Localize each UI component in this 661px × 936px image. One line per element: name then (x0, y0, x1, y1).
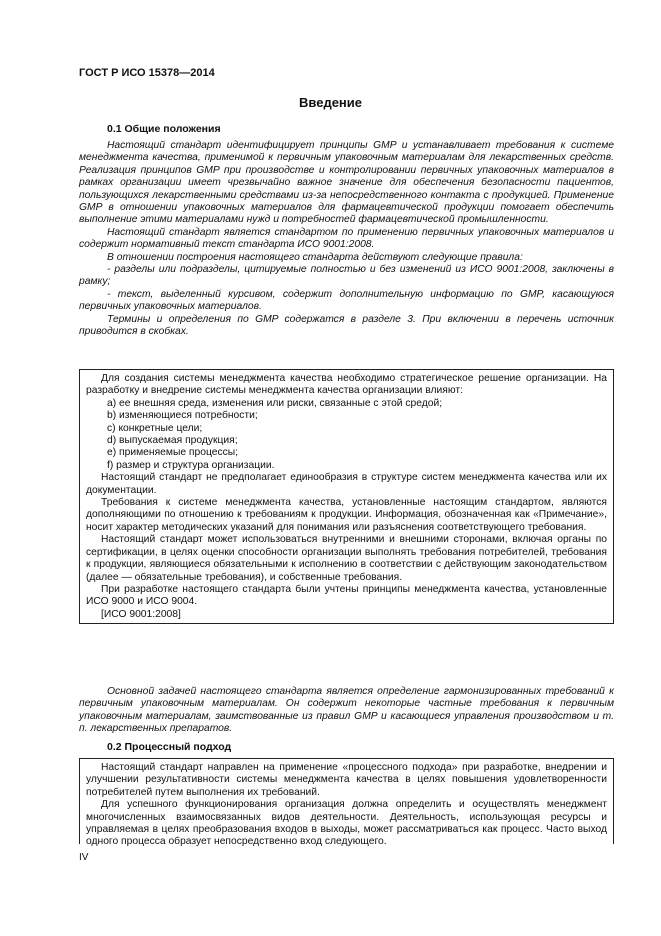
list-item: b) изменяющиеся потребности; (107, 410, 258, 422)
box-paragraph: Требования к системе менеджмента качества, установленные настоящим стандартом, являются дополняющими по отношению к требованиям к продукции. Информация, обозначенная как «Примечание», носит характер методических указаний для понимания или разъяснения соответствующего требования. (86, 497, 607, 533)
box-paragraph: Настоящий стандарт может использоваться внутренними и внешними сторонами, включая органы по сертификации, в целях оценки способности организации выполнять требования потребителей, требования к продукции, являющиеся обязательными к исполнению в соответствии с действующим законодательством (далее — обязательные требования), и собственные требования. (86, 534, 607, 583)
section-0-1-body (79, 140, 614, 339)
box-paragraph: При разработке настоящего стандарта были учтены принципы менеджмента качества, установленные ИСО 9000 и ИСО 9004. (86, 583, 607, 608)
note-paragraph: Основной задачей настоящего стандарта является определение гармонизированных требований к первичным упаковочным материалам. Он содержит некоторые частные требования к первичным упаковочным материалам, заимствованные из правил GMP и касающиеся управления производством и т. п. лекарственных препаратов. (79, 686, 614, 735)
paragraph: Настоящий стандарт является стандартом по применению первичных упаковочных материалов и содержит нормативный текст стандарта ИСО 9001:2008. (79, 226, 614, 251)
list-item: f) размер и структура организации. (107, 459, 275, 471)
page-number: IV (79, 852, 89, 863)
paragraph: Термины и определения по GMP содержатся в разделе 3. При включении в перечень источник приводится в скобках. (79, 313, 614, 338)
box-paragraph: Для успешного функционирования организация должна определить и осуществлять менеджмент многочисленных взаимосвязанных видов деятельности. Деятельность, использующая ресурсы и управляемая в целях преобразования входов в выходы, может рассматриваться как процесс. Часто выход одного процесса образует непосредственно вход следующего. (86, 799, 607, 848)
page-title: Введение (299, 95, 362, 110)
box-paragraph: Настоящий стандарт не предполагает единообразия в структуре систем менеджмента качества или их документации. (86, 472, 607, 496)
paragraph: В отношении построения настоящего стандарта действуют следующие правила: (107, 251, 523, 263)
rule-item: - разделы или подразделы, цитируемые полностью и без изменений из ИСО 9001:2008, заключены в рамку; (79, 264, 614, 288)
document-code: ГОСТ Р ИСО 15378—2014 (79, 67, 215, 79)
list-item: c) конкретные цели; (107, 422, 203, 434)
list-item: a) ее внешняя среда, изменения или риски, связанные с этой средой; (107, 397, 443, 409)
box-paragraph: Настоящий стандарт направлен на применение «процессного подхода» при разработке, внедрении и улучшении результативности системы менеджмента качества в целях повышения удовлетворенности потребителей путем выполнения их требований. (86, 762, 607, 798)
box-intro: Для создания системы менеджмента качества необходимо стратегическое решение организации. На разработку и внедрение системы менеджмента качества организации влияют: (86, 373, 607, 397)
section-heading-0-1: 0.1 Общие положения (107, 123, 221, 135)
list-item: e) применяемые процессы; (107, 447, 239, 459)
iso-reference: [ИСО 9001:2008] (101, 608, 181, 620)
list-item: d) выпускаемая продукция; (107, 435, 238, 447)
section-heading-0-2: 0.2 Процессный подход (107, 741, 232, 753)
rule-item: - текст, выделенный курсивом, содержит дополнительную информацию по GMP, касающуюся первичных упаковочных материалов. (79, 288, 614, 313)
paragraph: Настоящий стандарт идентифицирует принципы GMP и устанавливает требования к системе менеджмента качества, применимой к первичным упаковочным материалам для лекарственных средств. Реализация принципов GMP при производстве и контролировании первичных упаковочных материалов в рамках организации имеет чрезвычайно важное значение для обеспечения безопасности пациентов, пользующихся лекарственными средствами из-за непосредственного контакта с продукцией. Применение GMP в отношении упаковочных материалов для фармацевтической продукции помогает обеспечить выполнение этими материалами нужд и потребностей фармацевтической промышленности. (79, 140, 614, 226)
italic-note (79, 686, 614, 736)
process-approach-box (79, 758, 614, 848)
iso-quote-box (79, 369, 614, 624)
